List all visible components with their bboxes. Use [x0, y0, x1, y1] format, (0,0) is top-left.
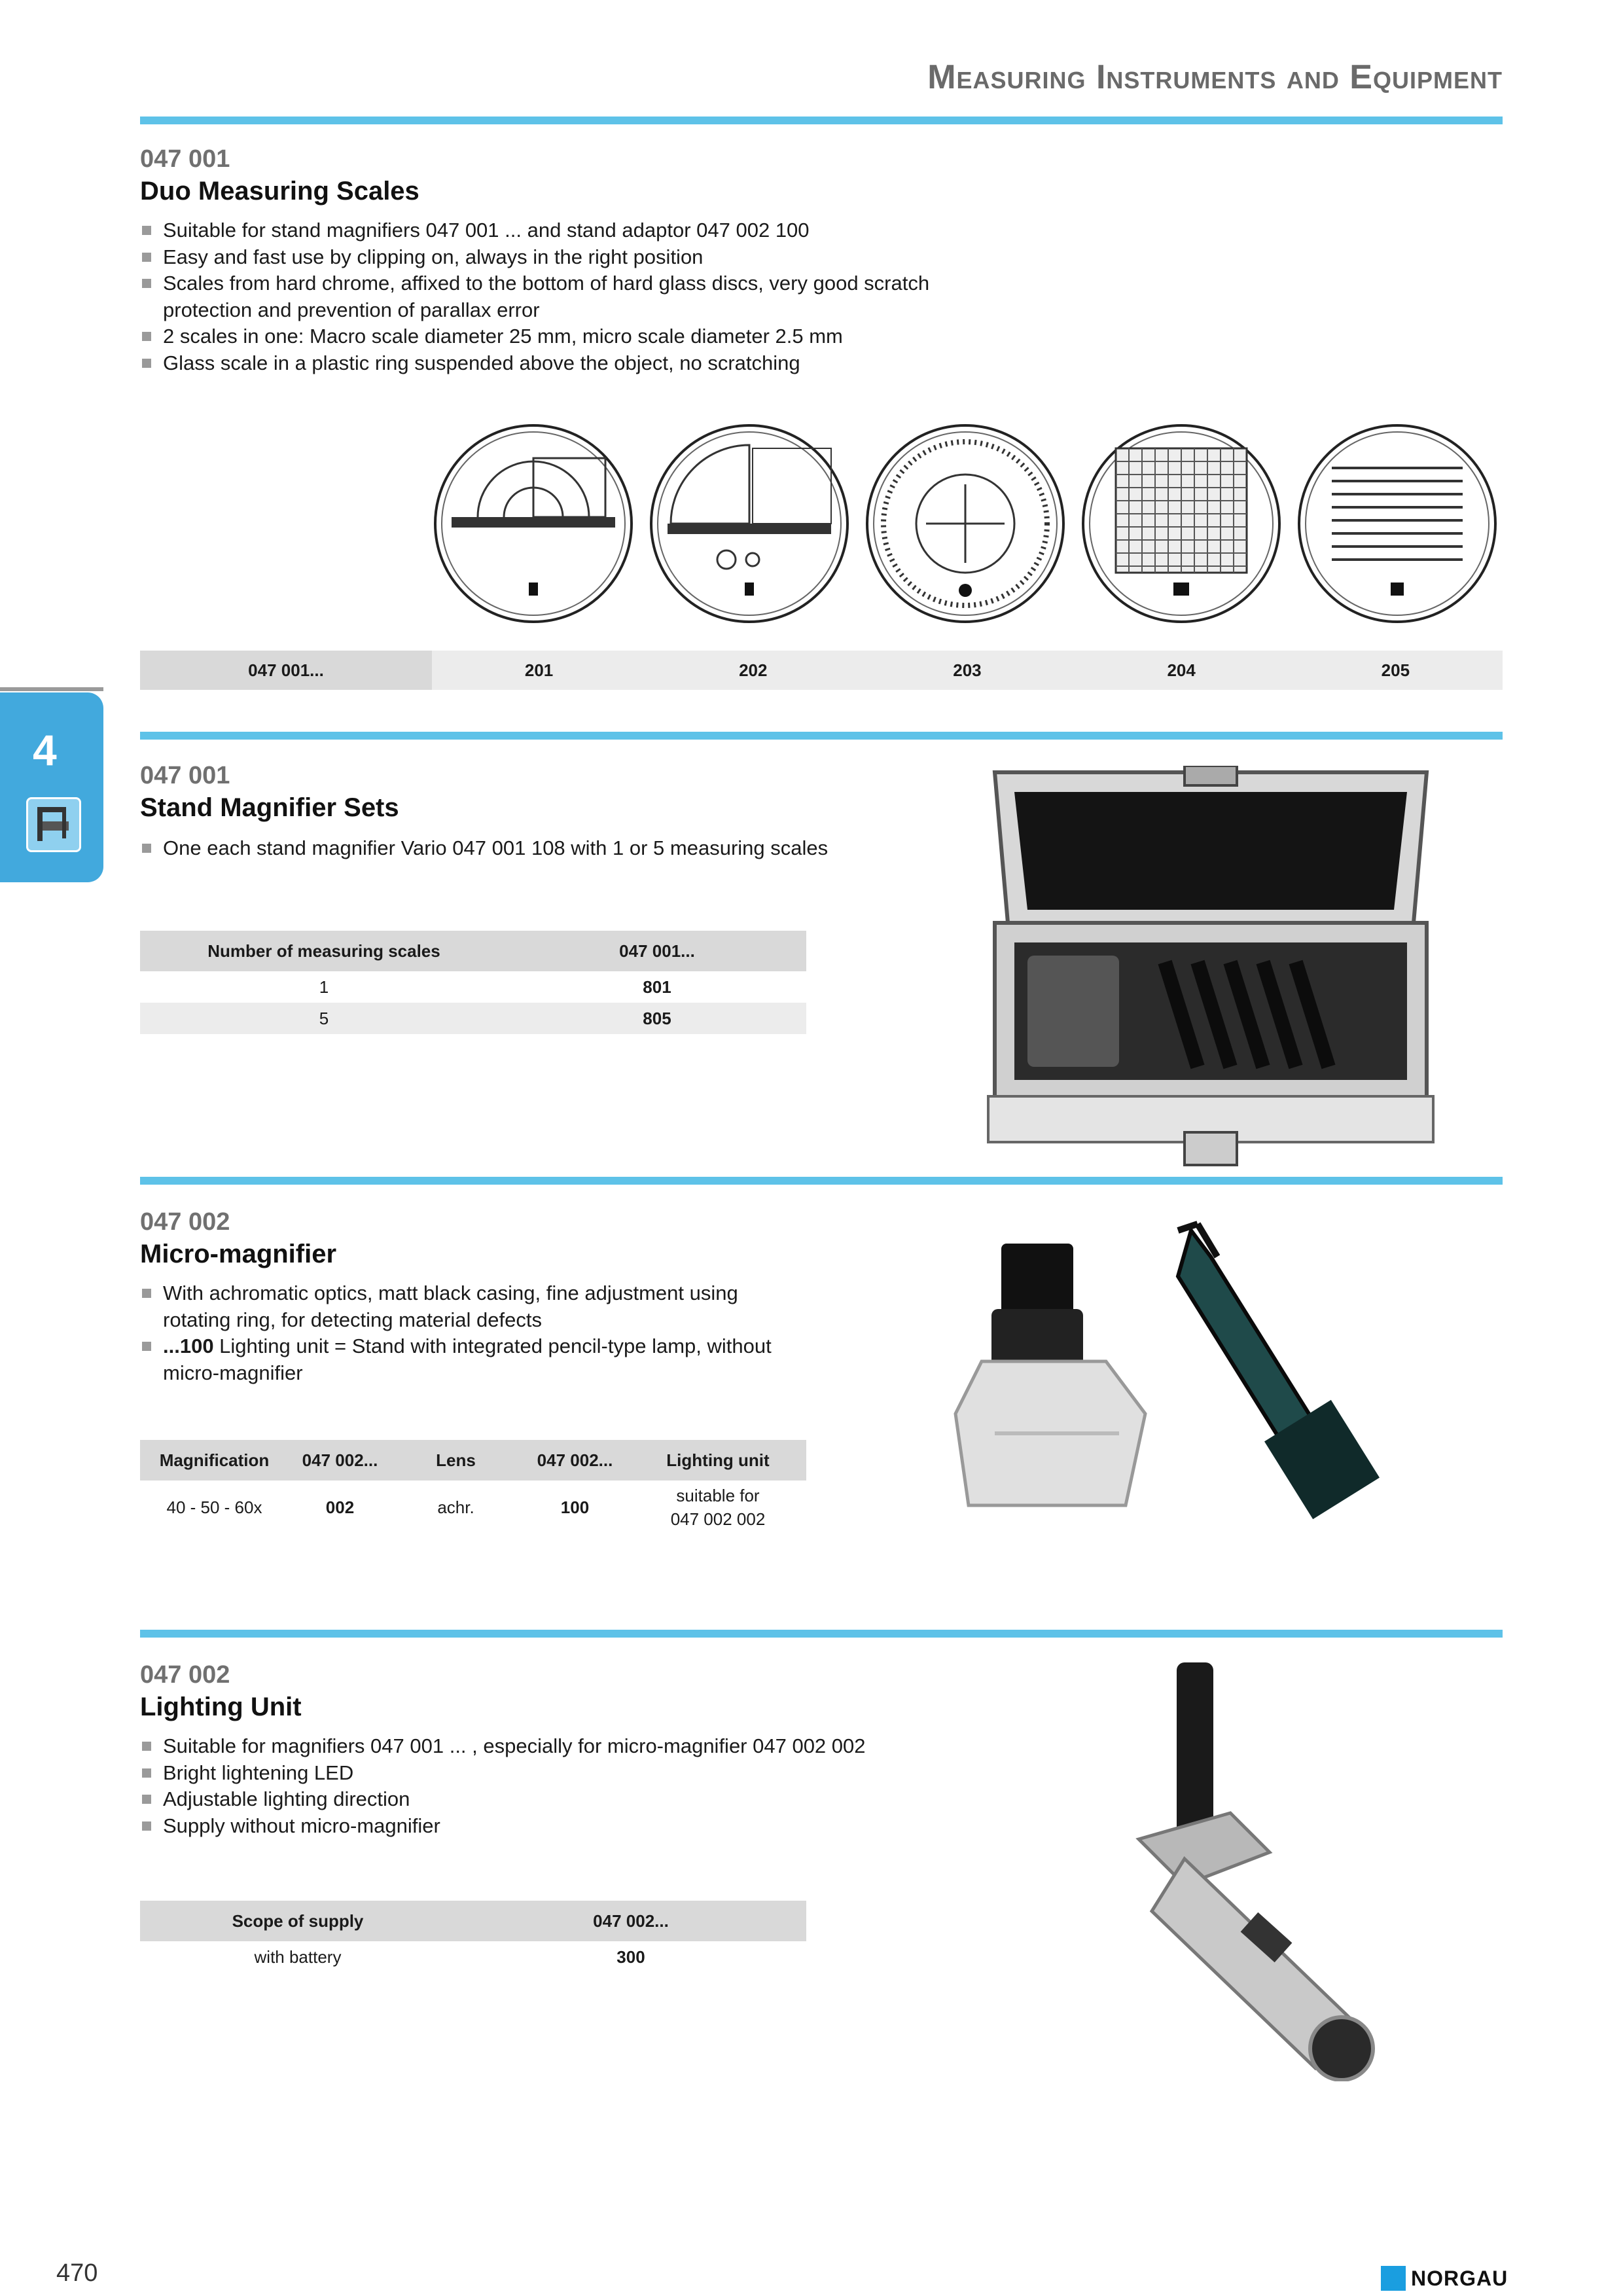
table-header-cell: Lighting unit — [630, 1440, 806, 1480]
section1-order-table — [140, 651, 1503, 690]
table-header-cell: 047 002... — [455, 1901, 806, 1941]
table-cell: 5 — [140, 1003, 508, 1034]
scale-disc-201-image — [435, 425, 632, 622]
section3-order-table — [140, 1440, 806, 1534]
section2-code: 047 001 — [140, 762, 230, 789]
table-row — [140, 1941, 806, 1973]
section2-rule — [140, 732, 1503, 740]
table-header-cell: 047 002... — [520, 1440, 630, 1480]
header-rule — [140, 117, 1503, 124]
table-cell: achr. — [437, 1497, 474, 1517]
section1-title: Duo Measuring Scales — [140, 177, 419, 206]
table-header-cell: Scope of supply — [140, 1901, 455, 1941]
magnifier-case-image — [975, 766, 1446, 1175]
section2-feature-list — [140, 835, 991, 862]
table-cell: 100 — [560, 1497, 590, 1517]
table-header-cell: 047 002... — [289, 1440, 391, 1480]
feature-text: Lighting unit = Stand with integrated pencil-type lamp, without micro-magnifier — [163, 1335, 772, 1384]
table-row — [140, 1480, 806, 1534]
table-header-cell: Number of measuring scales — [140, 931, 508, 971]
section4-code: 047 002 — [140, 1661, 230, 1689]
caliper-icon — [26, 797, 81, 852]
table-cell: 40 - 50 - 60x — [166, 1497, 262, 1517]
lighting-unit-image — [1113, 1662, 1427, 2085]
feature-item — [140, 1333, 794, 1386]
section3-feature-list — [140, 1280, 794, 1386]
table-header-cell: Magnification — [140, 1440, 289, 1480]
scale-disc-203-image — [867, 425, 1063, 622]
table-cell — [630, 1480, 806, 1534]
section2-title: Stand Magnifier Sets — [140, 793, 399, 822]
feature-item: With achromatic optics, matt black casing, fine adjustment using rotating ring, for detecting material defects — [140, 1280, 794, 1333]
table-cell: 002 — [325, 1497, 355, 1517]
feature-item: Suitable for stand magnifiers 047 001 ... and stand adaptor 047 002 100 — [140, 217, 991, 244]
section1-feature-list — [140, 217, 991, 376]
feature-item: One each stand magnifier Vario 047 001 108 with 1 or 5 measuring scales — [140, 835, 991, 862]
feature-item: Easy and fast use by clipping on, always in the right position — [140, 244, 991, 271]
table-header-cell: Lens — [391, 1440, 520, 1480]
section4-order-table — [140, 1901, 806, 1973]
feature-item: Glass scale in a plastic ring suspended above the object, no scratching — [140, 350, 991, 377]
feature-item: Scales from hard chrome, affixed to the bottom of hard glass discs, very good scratch protection and prevention of parallax error — [140, 270, 991, 323]
page-number: 470 — [56, 2259, 98, 2287]
scale-disc-204-image — [1083, 425, 1279, 622]
table-cell: 1 — [319, 977, 329, 997]
chapter-number: 4 — [33, 726, 57, 774]
micro-magnifier-image — [929, 1217, 1486, 1548]
feature-bold-code: ...100 — [163, 1335, 214, 1357]
order-number-cell: 201 — [432, 651, 646, 690]
order-number-cell: 202 — [646, 651, 860, 690]
order-number-cell: 205 — [1289, 651, 1503, 690]
section3-title: Micro-magnifier — [140, 1240, 337, 1268]
table-cell: 300 — [616, 1946, 645, 1967]
page-header-title: Measuring Instruments and Equipment — [927, 58, 1503, 96]
scale-disc-205-image — [1299, 425, 1495, 622]
table-header-cell: 047 001... — [508, 931, 806, 971]
order-number-label: 047 001... — [140, 651, 432, 690]
table-row — [140, 971, 806, 1003]
feature-item: Supply without micro-magnifier — [140, 1813, 991, 1840]
section3-rule — [140, 1177, 1503, 1185]
lighting-unit-line: suitable for — [676, 1486, 760, 1505]
table-cell: 805 — [508, 1003, 806, 1034]
feature-item: Suitable for magnifiers 047 001 ... , especially for micro-magnifier 047 002 002 — [140, 1733, 991, 1760]
section4-title: Lighting Unit — [140, 1693, 302, 1721]
section1-code: 047 001 — [140, 145, 230, 173]
brand-logo — [1381, 2266, 1508, 2291]
feature-item: Bright lightening LED — [140, 1760, 991, 1787]
section3-code: 047 002 — [140, 1208, 230, 1236]
chapter-tab[interactable] — [0, 692, 103, 882]
feature-item: Adjustable lighting direction — [140, 1786, 991, 1813]
brand-name: NORGAU — [1411, 2266, 1508, 2290]
brand-square-icon — [1381, 2266, 1406, 2291]
measuring-scale-discs — [432, 419, 1505, 632]
order-number-cell: 204 — [1075, 651, 1289, 690]
sidebar-divider — [0, 687, 103, 691]
section4-feature-list — [140, 1733, 991, 1839]
table-cell: 801 — [643, 977, 671, 997]
section2-order-table — [140, 931, 806, 1034]
order-number-cell: 203 — [860, 651, 1074, 690]
feature-item: 2 scales in one: Macro scale diameter 25 mm, micro scale diameter 2.5 mm — [140, 323, 991, 350]
table-row — [140, 1003, 806, 1034]
table-cell: with battery — [254, 1946, 342, 1967]
section4-rule — [140, 1630, 1503, 1638]
lighting-unit-line: 047 002 002 — [670, 1509, 766, 1529]
scale-disc-202-image — [651, 425, 847, 622]
